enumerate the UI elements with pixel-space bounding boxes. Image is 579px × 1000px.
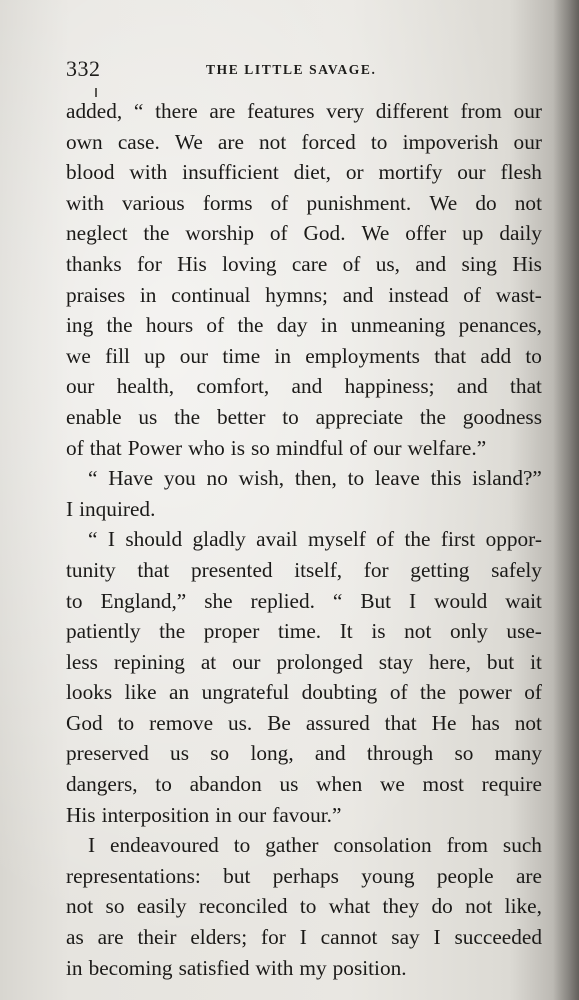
text-line: patiently the proper time. It is not only use- xyxy=(66,619,542,644)
page-number: 332 xyxy=(66,56,101,81)
text-line: less repining at our prolonged stay here, but it xyxy=(66,649,542,674)
text-line: enable us the better to appreciate the goodness xyxy=(66,404,542,429)
text-line: not so easily reconciled to what they do not like, xyxy=(66,894,542,919)
text-line: I inquired. xyxy=(66,496,156,521)
text-line: we fill up our time in employments that add to xyxy=(66,343,542,368)
text-line: added, “ there are features very different from our xyxy=(66,99,542,123)
text-line: own case. We are not forced to impoverish our xyxy=(66,129,542,154)
body-text xyxy=(66,96,542,983)
text-line: with various forms of punishment. We do not xyxy=(66,190,542,215)
text-line: blood with insufficient diet, or mortify our flesh xyxy=(66,160,542,185)
text-line: thanks for His loving care of us, and sing His xyxy=(66,251,542,276)
text-line: preserved us so long, and through so many xyxy=(66,741,542,766)
text-line: dangers, to abandon us when we most require xyxy=(66,772,542,797)
text-line: in becoming satisfied with my position. xyxy=(66,955,407,980)
text-line: representations: but perhaps young people are xyxy=(66,863,542,888)
binding-shadow xyxy=(553,0,579,1000)
text-line: God to remove us. Be assured that He has not xyxy=(66,710,542,735)
page-header xyxy=(66,56,544,86)
paragraph xyxy=(66,524,542,830)
running-title: THE LITTLE SAVAGE. xyxy=(206,62,377,77)
text-line: of that Power who is so mindful of our welfare.” xyxy=(66,435,487,460)
text-line: “ I should gladly avail myself of the first oppor- xyxy=(88,527,542,552)
text-line: our health, comfort, and happiness; and that xyxy=(66,374,542,399)
paragraph xyxy=(66,830,542,983)
text-line: as are their elders; for I cannot say I succeeded xyxy=(66,925,542,950)
text-line: “ Have you no wish, then, to leave this island?” xyxy=(88,466,542,491)
text-line: ing the hours of the day in unmeaning penances, xyxy=(66,313,542,338)
paragraph xyxy=(66,96,542,463)
paragraph xyxy=(66,463,542,524)
text-line: tunity that presented itself, for getting safely xyxy=(66,557,542,582)
text-line: praises in continual hymns; and instead of wast- xyxy=(66,282,542,307)
text-line: looks like an ungrateful doubting of the power of xyxy=(66,680,542,705)
text-line: neglect the worship of God. We offer up daily xyxy=(66,221,542,246)
text-line: to England,” she replied. “ But I would wait xyxy=(66,588,542,613)
text-line: His interposition in our favour.” xyxy=(66,802,342,827)
text-line: I endeavoured to gather consolation from such xyxy=(88,833,542,858)
